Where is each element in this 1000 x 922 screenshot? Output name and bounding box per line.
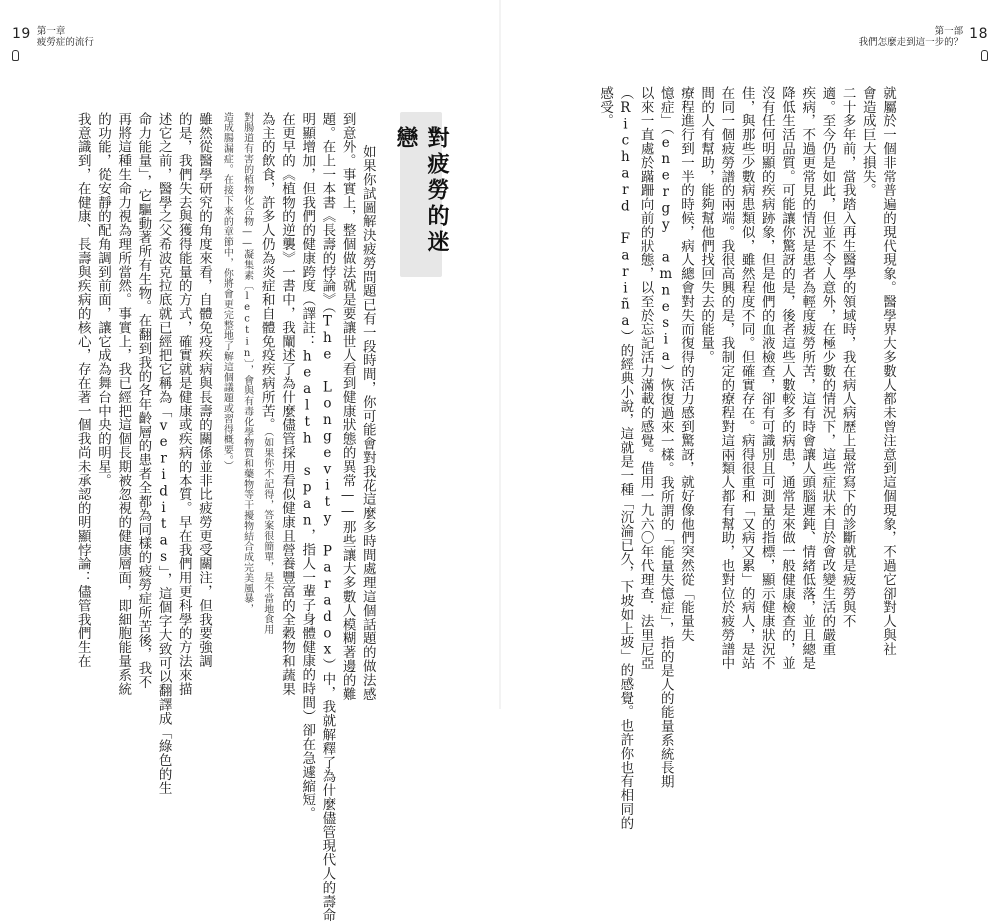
bookmark-icon — [981, 50, 988, 61]
running-header — [37, 26, 94, 48]
left-page-body-part2: 雖然從醫學研究的角度來看，自體免疫疾病與長壽的關係並非比疲勞更受關注，但我要強調 的是，我們失去與獲得能量的方式，確實就是健康或疾病的本質。早在我們用更科學的方法來描 述它之前，醫學之父希波克拉底就已經把它稱為「veriditas」，這個字大致可以翻譯成「綠色的生 命力能量」，它驅動著所有生物。在翻到我的各年齡層的患者全都為同樣的疲勞症所苦後，我不 再將這種生命力視為理所當然。事實上，我已經把這個長期被忽視的健康層面，即細胞能量系統 的功能，從安靜的配角調到前面，讓它成為舞台中央的明星。 我意識到，在健康、長壽與疾病的核心，存在著一個我尚未承認的明顯悖論：儘管我們生在 — [74, 112, 212, 795]
bookmark-icon — [12, 50, 19, 61]
translator-note: （如果你不記得，答案很簡單，是不當地食用 對腸道有害的植物化合物——凝集素〔lectin〕，會與有毒化學物質和藥物等干擾物結合成完美風暴， 造成腸漏症。在接下來的章節中，你將會更完整地了解這個議題或習得概要。） — [221, 112, 273, 635]
running-header — [859, 26, 964, 48]
section-label: 疲勞症的流行 — [36, 37, 94, 48]
section-heading-box — [393, 112, 449, 277]
body-paragraph: 如果你試圖解決疲勞問題已有一段時間，你可能會對我花這麼多時間處理這個話題的做法感 到意外。事實上，整個做法就是要讓世人看到健康狀態的異常——那些讓大多數人模糊著邊的難 題。在上一本書《長壽的悖論》（The Longevity Paradox）中，我就解釋了為什麼儘管現代人的壽命 明顯增加，但我們的健康跨度（譯註：health span，指人一輩子身體健康的時間）卻在急遽縮短。 在更早的《植物的逆襲》一書中，我闡述了為什麼儘管採用看似健康且營養豐富的全穀物和蔬果 為主的飲食，許多人仍為炎症和自體免疫疾病所苦。 — [258, 112, 376, 922]
left-page-body-part1 — [218, 112, 398, 922]
left-folio — [12, 26, 94, 48]
page-number: 19 — [12, 26, 31, 42]
chapter-label: 第一章 — [36, 26, 66, 37]
right-page-body: 就屬於一個非常普遍的現代現象。醫學界大多數人都未曾注意到這個現象，不過它卻對人與社 會造成巨大損失。 二十多年前，當我踏入再生醫學的領域時，我在病人病歷上最常寫下的診斷就是疲勞與不 適。至今仍是如此，但並不令人意外，在極少數的情況下，這些症狀未自於會改變生活的嚴重 疾病，不過更常見的情況是患者為輕度疲勞所苦，這有時會讓人頭腦遲鈍、情緒低落，並且總是 降低生活品質。可能讓你驚訝的是，後者這些人數較多的病患，通常是來做一般健康檢查的，並 沒有任何明顯的疾病跡象，但是他們的血液檢查，卻有可識別且可測量的指標，顯示健康狀況不 佳，與那些少數病患類似，雖然程度不同。但確實存在。病得很重和「又病又累」的病人，是站 在同一個疲勞譜的兩端。我很高興的是，我制定的療程對這兩類人都有幫助，也對位於疲勞譜中 間的人有幫助，能夠幫他們找回失去的能量。 療程進行到一半的時候，病人總會對失而復得的活力感到驚訝，就好像他們突然從「能量失 憶症」（energy amnesia）恢復過來一樣。我所謂的「能量失憶症」，指的是人的能量系統長期 以來一直處於蹣跚向前的狀態，以至於忘記活力滿載的感覺。借用一九六〇年代理查．法里尼亞 （Richard Fariña）的經典小說，這就是一種「沉淪已久，下坡如上坡」的感覺。也許你也有相同的 感受。 — [597, 86, 896, 830]
section-label: 我們怎麼走到這一步的？ — [858, 37, 964, 48]
chapter-label: 第一部 — [934, 26, 964, 37]
section-heading: 對疲勞的迷戀 — [393, 126, 449, 256]
right-folio — [859, 26, 988, 48]
page-number: 18 — [969, 26, 988, 42]
